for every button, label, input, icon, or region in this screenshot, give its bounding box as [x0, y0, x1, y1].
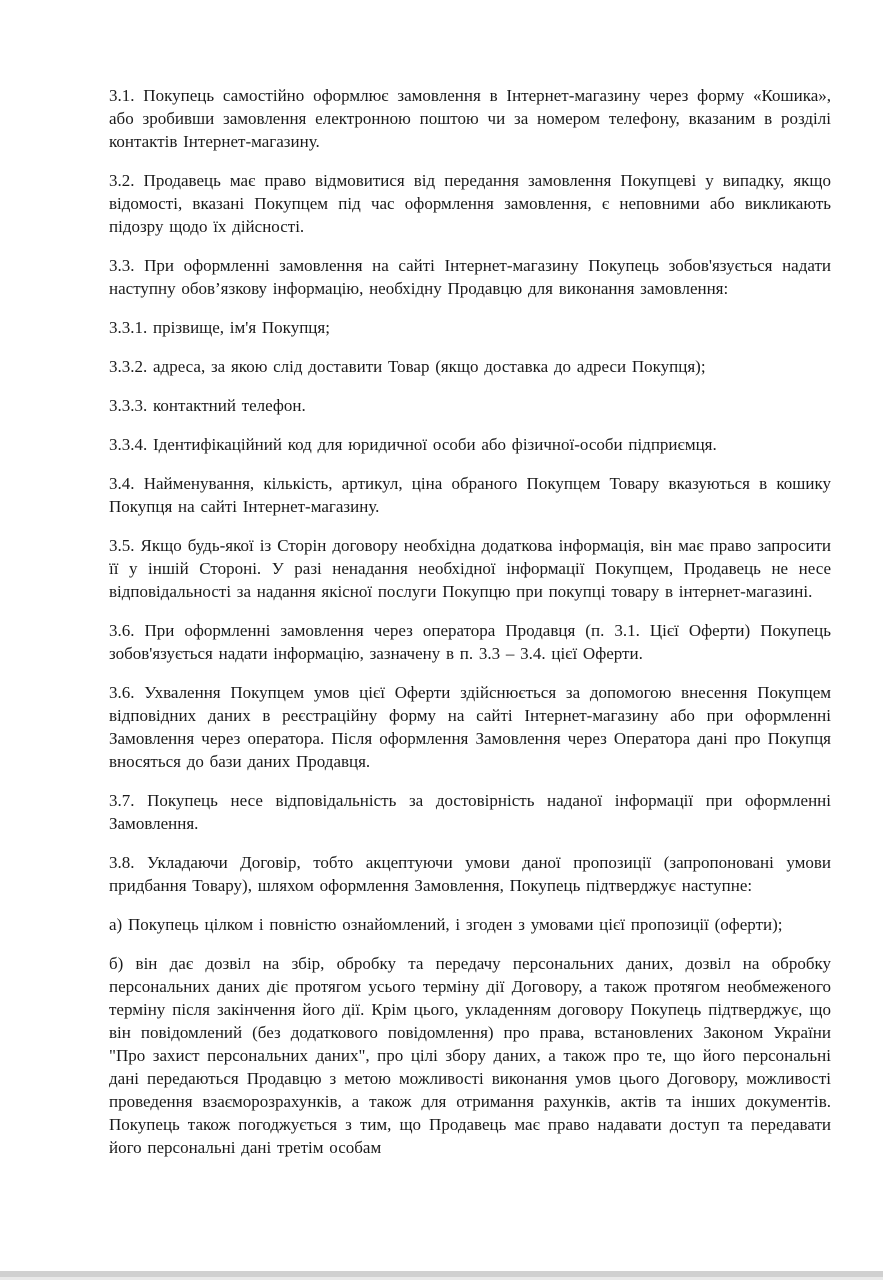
page-bottom-edge	[0, 1271, 883, 1280]
clause-3-6-first: 3.6. При оформленні замовлення через оператора Продавця (п. 3.1. Цієї Оферти) Покупець зобов'язується надати інформацію, зазначену в п. 3.3 – 3.4. цієї Оферти.	[109, 621, 831, 663]
clause-3-3-2: 3.3.2. адреса, за якою слід доставити Товар (якщо доставка до адреси Покупця);	[109, 357, 706, 376]
clause-3-3-4: 3.3.4. Ідентифікаційний код для юридичної особи або фізичної-особи підприємця.	[109, 435, 717, 454]
clause-3-3-3: 3.3.3. контактний телефон.	[109, 396, 306, 415]
clause-3-7: 3.7. Покупець несе відповідальність за достовірність наданої інформації при оформленні Замовлення.	[109, 791, 831, 833]
clause-3-2: 3.2. Продавець має право відмовитися від передання замовлення Покупцеві у випадку, якщо відомості, вказані Покупцем під час оформлення замовлення, є неповними або викликають підозру щодо їх дійсності.	[109, 171, 831, 236]
terms-text-block	[109, 84, 831, 1175]
clause-3-6-second: 3.6. Ухвалення Покупцем умов цієї Оферти здійснюється за допомогою внесення Покупцем відповідних даних в реєстраційну форму на сайті Інтернет-магазину або при оформленні Замовлення через оператора. Після оформлення Замовлення через Оператора дані про Покупця вносяться до бази даних Продавця.	[109, 683, 831, 771]
clause-3-4: 3.4. Найменування, кількість, артикул, ціна обраного Покупцем Товару вказуються в кошику Покупця на сайті Інтернет-магазину.	[109, 474, 831, 516]
clause-3-3-1: 3.3.1. прізвище, ім'я Покупця;	[109, 318, 330, 337]
clause-3-5: 3.5. Якщо будь-якої із Сторін договору необхідна додаткова інформація, він має право запросити її у іншій Стороні. У разі ненадання необхідної інформації Покупцем, Продавець не несе відповідальності за надання якісної послуги Покупцю при покупці товару в інтернет-магазині.	[109, 536, 831, 601]
clause-list-item-b: б) він дає дозвіл на збір, обробку та передачу персональних даних, дозвіл на обробку персональних даних діє протягом усього терміну дії Договору, а також протягом необмеженого терміну після закінчення його дії. Крім цього, укладенням договору Покупець підтверджує, що він повідомлений (без додаткового повідомлення) про права, встановлених Законом України "Про захист персональних даних", про цілі збору даних, а також про те, що його персональні дані передаються Продавцю з метою можливості виконання умов цього Договору, можливості проведення взаєморозрахунків, а також для отримання рахунків, актів та інших документів. Покупець також погоджується з тим, що Продавець має право надавати доступ та передавати його персональні дані третім особам	[109, 954, 831, 1157]
clause-3-1: 3.1. Покупець самостійно оформлює замовлення в Інтернет-магазину через форму «Кошика», або зробивши замовлення електронною поштою чи за номером телефону, вказаним в розділі контактів Інтернет-магазину.	[109, 86, 831, 151]
clause-3-3: 3.3. При оформленні замовлення на сайті Інтернет-магазину Покупець зобов'язується надати наступну обов’язкову інформацію, необхідну Продавцю для виконання замовлення:	[109, 256, 831, 298]
clause-3-8: 3.8. Укладаючи Договір, тобто акцептуючи умови даної пропозиції (запропоновані умови придбання Товару), шляхом оформлення Замовлення, Покупець підтверджує наступне:	[109, 853, 831, 895]
clause-list-item-a: а) Покупець цілком і повністю ознайомлений, і згоден з умовами цієї пропозиції (оферти);	[109, 915, 783, 934]
